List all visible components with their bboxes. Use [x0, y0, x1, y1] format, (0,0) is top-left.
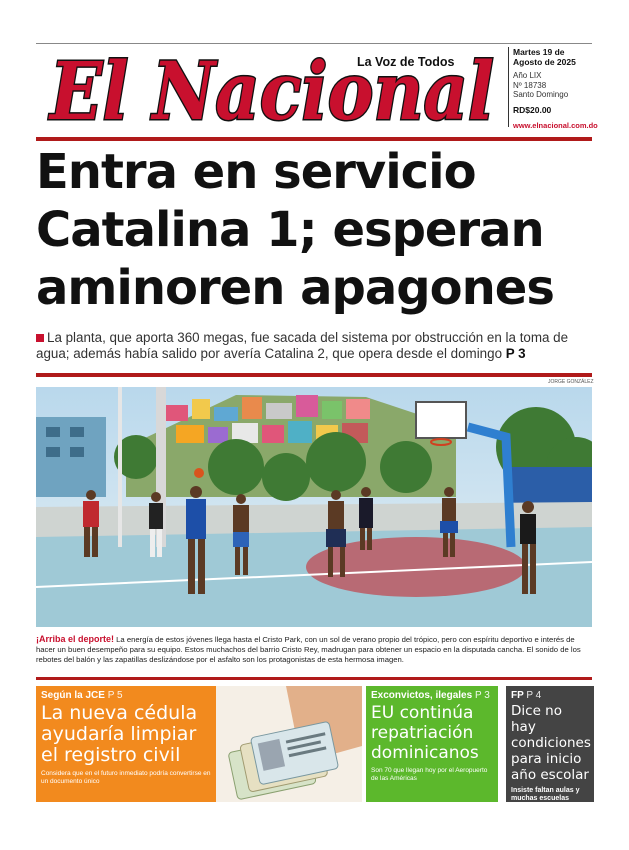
date-line-2: Agosto de 2025 [513, 57, 576, 67]
lede-page-ref[interactable]: P 3 [505, 346, 526, 361]
right-structure [506, 467, 592, 507]
teaser-jce-kicker-text: Según la JCE [41, 690, 105, 701]
teaser-fp-title: Dice no hay condiciones para inicio año escolar [511, 703, 591, 783]
city-label: Santo Domingo [513, 90, 569, 99]
headline-line-1: Entra en servicio [36, 144, 476, 200]
teaser-jce[interactable] [36, 686, 362, 802]
photo-credit: JORGE GONZÁLEZ [548, 379, 594, 385]
teaser-jce-title: La nueva cédula ayudaría limpiar el registro civil [41, 702, 198, 766]
id-cards-photo [216, 686, 362, 802]
masthead-rule [36, 137, 592, 141]
main-photo[interactable] [36, 387, 592, 627]
teaser-jce-page: P 5 [107, 690, 123, 701]
headline-line-3: aminoren apagones [36, 260, 554, 316]
lede-text: La planta, que aporta 360 megas, fue sacada del sistema por obstrucción en la toma de agua; además había salido por avería Catalina 2, que opera desde el domingo [36, 330, 569, 361]
teaser-repatriacion-title: EU continúa repatriación dominicanos [371, 703, 479, 763]
teasers-rule [36, 677, 592, 680]
teaser-jce-sub: Considera que en el futuro inmediato podría convertirse en un documento único [41, 770, 211, 785]
photo-caption [36, 634, 592, 665]
masthead-tagline: La Voz de Todos [357, 55, 455, 69]
date-line-1: Martes 19 de [513, 47, 565, 57]
teaser-fp-page: P 4 [526, 690, 542, 701]
main-lede [36, 330, 592, 362]
price-label: RD$20.00 [513, 104, 552, 115]
headline-line-2: Catalina 1; esperan [36, 202, 544, 258]
teaser-repatriacion-kicker [366, 686, 498, 701]
section-rule [36, 373, 592, 377]
logo-text: El Nacional [48, 47, 494, 135]
teaser-fp[interactable] [506, 686, 594, 802]
teaser-repatriacion-kicker-text: Exconvictos, ilegales [371, 690, 473, 701]
lede-bullet-icon [36, 334, 44, 342]
top-rule [36, 43, 592, 44]
issue-number: Nº 18738 [513, 80, 547, 90]
caption-kicker: ¡Arriba el deporte! [36, 634, 115, 644]
teaser-fp-kicker [506, 686, 594, 701]
teaser-repatriacion-page: P 3 [474, 690, 490, 701]
main-headline[interactable] [36, 143, 596, 317]
masthead-info [508, 47, 599, 130]
basketball [194, 468, 204, 478]
teaser-repatriacion[interactable] [366, 686, 498, 802]
website-link[interactable]: www.elnacional.com.do [513, 120, 598, 130]
teaser-fp-sub: Insiste faltan aulas y muchas escuelas [511, 787, 580, 802]
teaser-fp-kicker-text: FP [511, 690, 524, 701]
caption-text: La energía de estos jóvenes llega hasta el Cristo Park, con un sol de verano propio del trópico, pero con espíritu deportivo e interés de hacer un buen desempeño para su equipo. Estos muchachos del barrio Cristo Rey, madrugan para obtener un espacio en la disputada cancha. El sonido de los rebotes del balón y las zapatillas deslizándose por el asfalto son los protagonistas de esta hermosa imagen. [36, 635, 581, 664]
teaser-repatriacion-sub: Son 70 que llegan hoy por el Aeropuerto de las Américas [371, 767, 488, 782]
year-label: Año LIX [513, 71, 542, 80]
